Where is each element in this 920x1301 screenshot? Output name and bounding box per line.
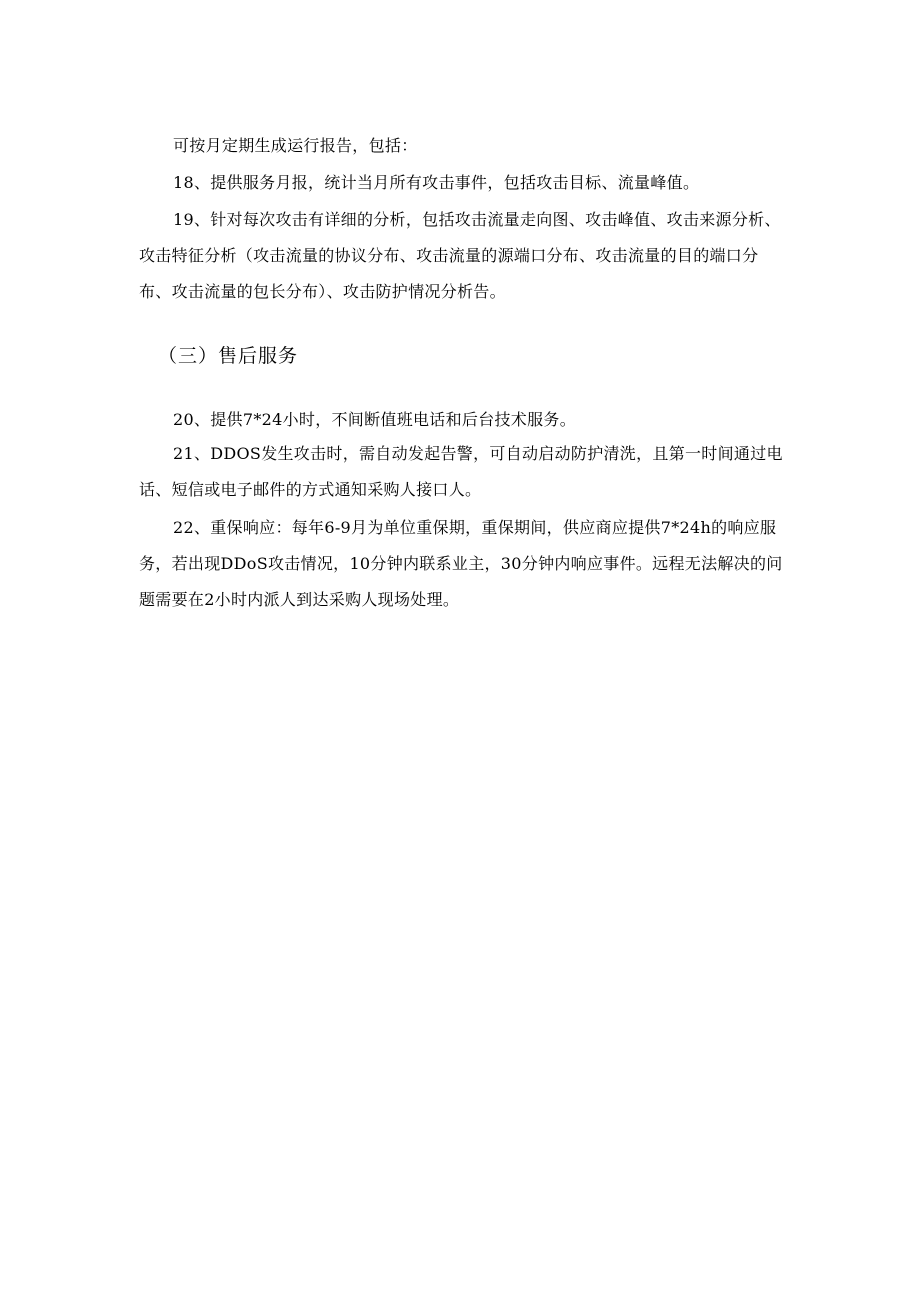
after-sales-heading: （三）售后服务 (158, 345, 299, 367)
report-intro-paragraph: 可按月定期生成运行报告，包括： (173, 136, 418, 155)
item-20-paragraph: 20、提供7*24小时，不间断值班电话和后台技术服务。 (173, 410, 576, 429)
item-18-paragraph: 18、提供服务月报，统计当月所有攻击事件，包括攻击目标、流量峰值。 (173, 173, 700, 192)
item-19-paragraph: 19、针对每次攻击有详细的分析，包括攻击流量走向图、攻击峰值、攻击来源分析、攻击特征分析（攻击流量的协议分布、攻击流量的源端口分布、攻击流量的目的端口分布、攻击流量的包长分布）、攻击防护情况分析告。 (139, 210, 781, 301)
item-21-paragraph: 21、DDOS发生攻击时，需自动发起告警，可自动启动防护清洗，且第一时间通过电话、短信或电子邮件的方式通知采购人接口人。 (139, 444, 783, 499)
item-22-paragraph: 22、重保响应：每年6-9月为单位重保期，重保期间，供应商应提供7*24h的响应服务，若出现DDoS攻击情况，10分钟内联系业主，30分钟内响应事件。远程无法解决的问题需要在2小时内派人到达采购人现场处理。 (139, 518, 783, 609)
